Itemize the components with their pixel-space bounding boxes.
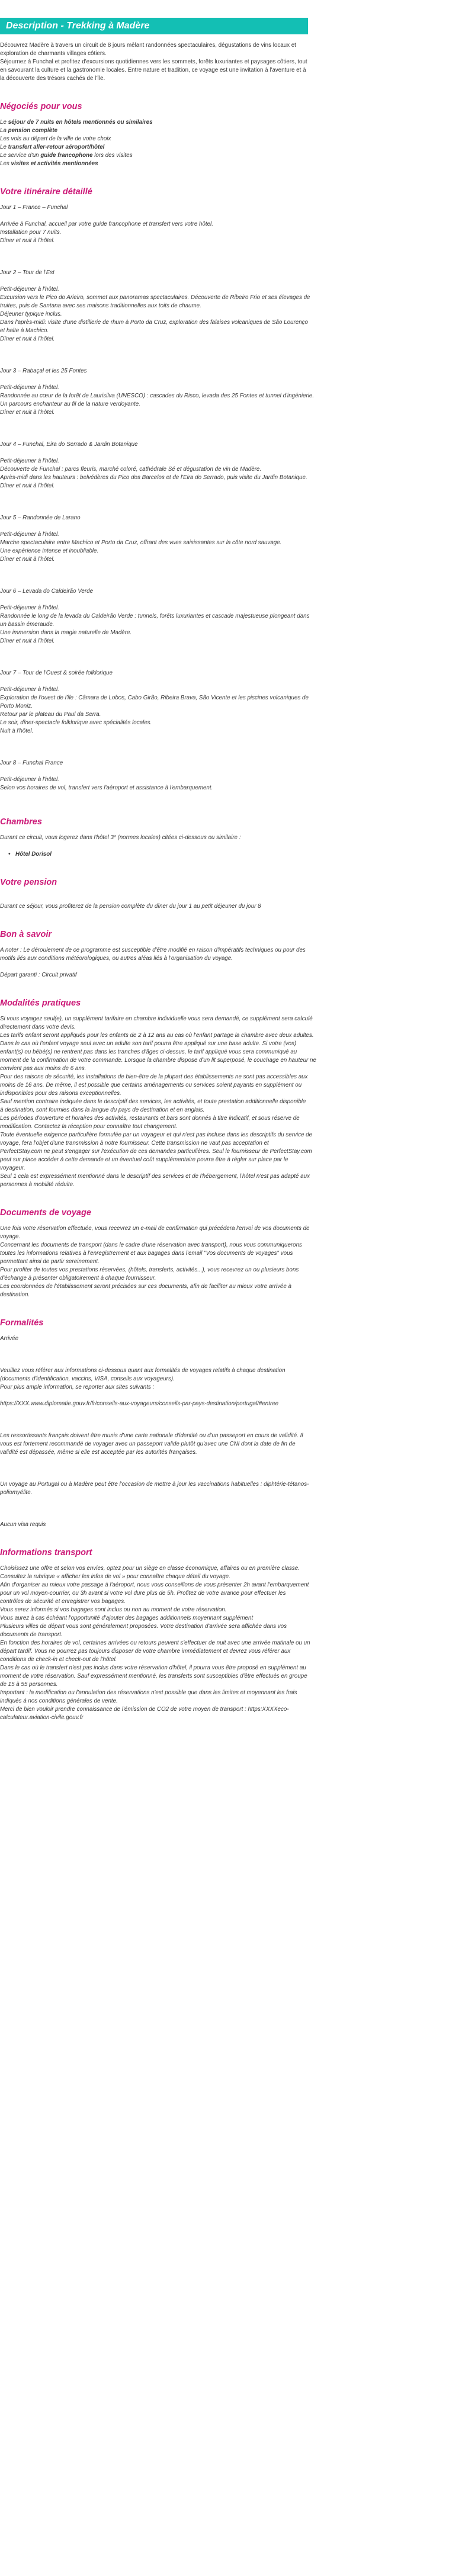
negocies-item [0, 143, 442, 152]
transport-line: calculateur.aviation-civile.gouv.fr [0, 1714, 84, 1721]
day-line: Dans l'après-midi: visite d'une distillerie de rhum à Porto da Cruz, exploration des falaises volcaniques de São Lourenço [0, 319, 308, 326]
content [0, 41, 449, 1722]
day-line: Porto Moniz. [0, 703, 33, 709]
modalites-line: Si vous voyagez seul(e), un supplément tarifaire en chambre individuelle vous sera demandé, ce supplément sera calculé [0, 1016, 313, 1022]
day-title: Jour 5 – Randonnée de Larano [0, 515, 81, 521]
itinerary-day [0, 759, 442, 792]
pension-text: Durant ce séjour, vous profiterez de la pension complète du dîner du jour 1 au petit déjeuner du jour 8 [0, 903, 261, 910]
day-body [0, 604, 442, 645]
chambres-intro: Durant ce circuit, vous logerez dans l'hôtel 3* (normes locales) citées ci-dessous ou similaire : [0, 834, 241, 841]
modalites-line: Dans le cas où l'enfant voyage seul avec un adulte son tarif pourra être appliqué sur une base adulte. Si votre (vos) [0, 1040, 297, 1047]
day-title: Jour 7 – Tour de l'Ouest & soirée folklorique [0, 670, 113, 676]
itinerary-day [0, 441, 442, 490]
intro-line: exploration de charmants villages côtiers. [0, 50, 107, 57]
modalites-line: Les tarifs enfant seront appliqués pour les enfants de 2 à 12 ans au cas où l'enfant partage la chambre avec deux adultes. [0, 1032, 314, 1039]
day-title: Jour 3 – Rabaçal et les 25 Fontes [0, 368, 87, 374]
modalites-text [0, 1015, 442, 1189]
transport-line: En fonction des horaires de vol, certaines arrivées ou retours peuvent s'effectuer de nuit avec une arrivée matinale ou un [0, 1640, 310, 1646]
documents-line: Pour profiter de toutes vos prestations réservées, (hôtels, transferts, activités...), vous recevrez un ou plusieurs bons [0, 1267, 299, 1273]
documents-line: Concernant les documents de transport (dans le cadre d'une réservation avec transport), nous vous communiquerons [0, 1242, 302, 1248]
day-line: Un parcours enchanteur au fil de la nature verdoyante. [0, 401, 140, 407]
transport-line: départ tardif. Vous ne pourrez pas toujours disposer de votre chambre immédiatement et devrez vous référer aux [0, 1648, 291, 1655]
day-body [0, 457, 442, 490]
itinerary-day [0, 587, 442, 645]
day-line: Dîner et nuit à l'hôtel. [0, 409, 55, 416]
day-title: Jour 2 – Tour de l'Est [0, 269, 54, 276]
modalites-line: moment de la confirmation de votre commande. Lorsque la chambre dispose d'un lit superposé, le couchage en hauteur ne [0, 1057, 316, 1064]
negocies-item [0, 135, 442, 143]
depart-garanti: Départ garanti : Circuit privatif [0, 972, 77, 978]
item-bold: séjour de 7 nuits en hôtels mentionnés ou similaires [8, 119, 153, 126]
negocies-item [0, 118, 442, 127]
transport-line: Afin d'organiser au mieux votre passage à l'aéroport, nous vous conseillons de vous présenter 2h avant l'embarquement [0, 1582, 309, 1588]
itinerary-day [0, 367, 442, 417]
formalites-visa: Aucun visa requis [0, 1521, 46, 1528]
modalites-line: convient pas aux moins de 6 ans. [0, 1065, 86, 1072]
intro-paragraph [0, 41, 442, 83]
modalites-line: Pour des raisons de sécurité, les installations de bien-être de la plupart des établissements ne sont pas accessibles aux [0, 1074, 308, 1080]
day-body [0, 384, 442, 417]
day-line: Randonnée le long de la levada du Caldeirão Verde : tunnels, forêts luxuriantes et cascade majestueuse plongeant dans [0, 613, 310, 619]
formalites-para2 [0, 1432, 442, 1457]
negocies-list [0, 118, 442, 168]
day-line: Dîner et nuit à l'hôtel. [0, 556, 55, 563]
section-heading-itineraire: Votre itinéraire détaillé [0, 187, 92, 197]
bon-text [0, 946, 442, 963]
day-title: Jour 4 – Funchal, Eira do Serrado & Jardin Botanique [0, 441, 138, 448]
documents-line: voyage. [0, 1234, 21, 1240]
day-line: Petit-déjeuner à l'hôtel. [0, 286, 59, 293]
documents-text [0, 1225, 442, 1299]
day-body [0, 531, 442, 564]
day-line: Découverte de Funchal : parcs fleuris, marché coloré, cathédrale Sé et dégustation de vin de Madère. [0, 466, 262, 473]
day-line: Dîner et nuit à l'hôtel. [0, 237, 55, 244]
transport-line: pour un vol moyen-courrier, ou 3h avant si votre vol dure plus de 5h. Profitez de votre avance pour effectuer les [0, 1590, 286, 1597]
modalites-line: voyage, fera l'objet d'une transmission à notre fournisseur. Cette transmission ne vaut pas acceptation et [0, 1140, 269, 1146]
section-heading-bon: Bon à savoir [0, 930, 52, 939]
section-heading-negocies: Négociés pour vous [0, 102, 82, 111]
modalites-line: personnes à mobilité réduite. [0, 1181, 75, 1188]
day-line: Le soir, dîner-spectacle folklorique avec spécialités locales. [0, 720, 152, 726]
day-line: Une immersion dans la magie naturelle de Madère. [0, 629, 132, 636]
day-line: Déjeuner typique inclus. [0, 311, 62, 317]
documents-line: destination. [0, 1292, 30, 1298]
documents-line: Les coordonnées de l'établissement seront précisées sur ces documents, afin de faciliter au mieux votre arrivée à [0, 1283, 291, 1290]
transport-line: indiqués à nos conditions générales de vente. [0, 1698, 118, 1704]
modalites-line: enfant(s) ou bébé(s) ne rentrent pas dans les tranches d'âges ci-dessus, le tarif appliqué vous sera communiqué au [0, 1049, 297, 1055]
item-bold: pension complète [8, 127, 57, 134]
day-title: Jour 6 – Levada do Caldeirão Verde [0, 588, 94, 595]
page-title: Description - Trekking à Madère [0, 18, 308, 34]
modalites-line: directement dans votre devis. [0, 1024, 76, 1030]
intro-line: la découverte des trésors cachés de l'île. [0, 75, 105, 82]
transport-line: Dans le cas où le transfert n'est pas inclus dans votre réservation d'hôtel, il pourra vous être proposé en supplément au [0, 1665, 306, 1671]
negocies-item [0, 152, 442, 160]
section-heading-formalites: Formalités [0, 1318, 44, 1328]
transport-line: Important : la modification ou l'annulation des réservations n'est possible que dans les limites et moyennant les frais [0, 1690, 297, 1696]
day-line: Petit-déjeuner à l'hôtel. [0, 605, 59, 611]
item-text: Les [0, 160, 11, 167]
modalites-line: voyageur. [0, 1165, 25, 1171]
item-text: Le [0, 119, 8, 126]
day-line: Dîner et nuit à l'hôtel. [0, 483, 55, 489]
day-line: Retour par le plateau du Paul da Serra. [0, 711, 101, 718]
day-line: Arrivée à Funchal, accueil par votre guide francophone et transfert vers votre hôtel. [0, 221, 213, 227]
modalites-line: indisponibles pour des raisons exceptionnelles. [0, 1090, 121, 1097]
day-line: Selon vos horaires de vol, transfert vers l'aéroport et assistance à l'embarquement. [0, 785, 213, 791]
hotel-list [9, 850, 442, 859]
transport-line: Merci de bien vouloir prendre connaissance de l'émission de CO2 de votre moyen de transport : https:XXXXeco- [0, 1706, 289, 1713]
section-heading-transport: Informations transport [0, 1548, 92, 1557]
day-body [0, 220, 442, 245]
formalites-line: Un voyage au Portugal ou à Madère peut être l'occasion de mettre à jour les vaccinations habituelles : diphtérie-tétanos- [0, 1481, 309, 1488]
day-line: Randonnée au cœur de la forêt de Laurisilva (UNESCO) : cascades du Risco, levada des 25 Fontes et tunnel d'ingénierie. [0, 393, 315, 399]
day-title: Jour 8 – Funchal France [0, 760, 63, 766]
formalites-arrivee: Arrivée [0, 1335, 19, 1342]
transport-line: conditions de check-in et check-out de l'hôtel. [0, 1656, 117, 1663]
day-line: et halte à Machico. [0, 327, 49, 334]
day-body [0, 285, 442, 343]
transport-line: Vous serez informés si vos bagages sont inclus ou non au moment de votre réservation. [0, 1607, 227, 1613]
formalites-para1 [0, 1367, 442, 1392]
documents-line: Une fois votre réservation effectuée, vous recevrez un e-mail de confirmation qui précédera l'envoi de vos documents de [0, 1225, 310, 1232]
formalites-line: vous est fortement recommandé de voyager avec un passeport valide plutôt qu'avec une CNI dont la date de fin de [0, 1441, 296, 1447]
formalites-line: (documents d'identification, vaccins, VISA, conseils aux voyageurs). [0, 1376, 175, 1382]
day-line: Petit-déjeuner à l'hôtel. [0, 686, 59, 693]
modalites-line: Les périodes d'ouverture et horaires des activités, restaurants et bars sont donnés à titre indicatif, et sous réserve de [0, 1115, 300, 1122]
item-text: La [0, 127, 8, 134]
intro-line: en savourant la culture et la gastronomie locales. Entre nature et tradition, ce voyage est une invitation à l'aventure et à [0, 67, 306, 73]
day-line: Après-midi dans les hauteurs : belvédères du Pico dos Barcelos et de l'Eira do Serrado, puis visite du Jardin Botanique. [0, 474, 307, 481]
day-line: Marche spectaculaire entre Machico et Porto da Cruz, offrant des vues saisissantes sur la côte nord sauvage. [0, 539, 282, 546]
negocies-item [0, 160, 442, 168]
item-text: lors des visites [92, 152, 133, 159]
modalites-line: PerfectStay.com ne peut s'engager sur l'exécution de ces demandes particulières. Seul le fournisseur de PerfectStay.com [0, 1148, 312, 1155]
item-text: Le [0, 144, 8, 150]
day-line: Petit-déjeuner à l'hôtel. [0, 384, 59, 391]
modalites-line: peut sur place accéder à cette demande et un éventuel coût supplémentaire pourra être à régler sur place par le [0, 1157, 288, 1163]
formalites-line: Pour plus ample information, se reporter aux sites suivants : [0, 1384, 155, 1390]
modalites-line: Sauf mention contraire indiquée dans le descriptif des services, les activités, et toute prestation additionnelle disponible [0, 1099, 306, 1105]
negocies-item [0, 127, 442, 135]
transport-text [0, 1565, 442, 1722]
day-line: Dîner et nuit à l'hôtel. [0, 336, 55, 342]
day-line: Une expérience intense et inoubliable. [0, 548, 99, 554]
item-text: Le service d'un [0, 152, 41, 159]
formalites-para3 [0, 1480, 442, 1497]
item-text: Les vols au départ de la ville de votre choix [0, 136, 111, 142]
item-bold: visites et activités mentionnées [11, 160, 98, 167]
formalites-line: validité est dépassée, même si elle est acceptée par les autorités françaises. [0, 1449, 197, 1456]
modalites-line: Seul 1 cela est expressément mentionné dans le descriptif des services et de l'hébergement, l'hôtel n'est pas adapté aux [0, 1173, 310, 1180]
bon-line: motifs liés aux conditions météorologiques, ou autres aléas liés à l'organisation du voyage. [0, 955, 233, 962]
transport-line: Choisissez une offre et selon vos envies, optez pour un siège en classe économique, affaires ou en première classe. [0, 1565, 300, 1572]
itinerary-days [0, 204, 442, 792]
item-bold: transfert aller-retour aéroport/hôtel [8, 144, 105, 150]
day-line: truites, puis de Santana avec ses maisons traditionnelles aux toits de chaume. [0, 303, 201, 309]
day-body [0, 686, 442, 735]
formalites-line: Veuillez vous référer aux informations ci-dessous quant aux formalités de voyages relatifs à chaque destination [0, 1367, 286, 1374]
transport-line: de 15 à 55 personnes. [0, 1681, 58, 1688]
transport-line: documents de transport. [0, 1631, 63, 1638]
formalites-line: Les ressortissants français doivent être munis d'une carte nationale d'identité ou d'un passeport en cours de validité. Il [0, 1432, 303, 1439]
day-line: Nuit à l'hôtel. [0, 728, 34, 734]
modalites-line: à destination, sont fournies dans la langue du pays de destination et en anglais. [0, 1107, 205, 1113]
transport-line: contrôles de sécurité et enregistrer vos bagages. [0, 1598, 126, 1605]
itinerary-day [0, 204, 442, 245]
intro-line: Séjournez à Funchal et profitez d'excursions quotidiennes vers les sommets, forêts luxuriantes et paysages côtiers, tout [0, 59, 307, 65]
day-line: Petit-déjeuner à l'hôtel. [0, 458, 59, 464]
documents-line: d'échange à présenter obligatoirement à chaque fournisseur. [0, 1275, 156, 1281]
transport-line: Plusieurs villes de départ vous sont généralement proposées. Votre destination d'arrivée sera affichée dans vos [0, 1623, 287, 1630]
section-heading-modalites: Modalités pratiques [0, 998, 81, 1008]
formalites-line: poliomyélite. [0, 1489, 33, 1496]
transport-line: Vous aurez à cas échéant l'opportunité d'ajouter des bagages additionnels moyennant supplément [0, 1615, 254, 1621]
itinerary-day [0, 269, 442, 343]
day-line: Petit-déjeuner à l'hôtel. [0, 776, 59, 783]
day-line: Petit-déjeuner à l'hôtel. [0, 531, 59, 538]
day-line: Exploration de l'ouest de l'île : Câmara de Lobos, Cabo Girão, Ribeira Brava, São Vicente et les piscines volcaniques de [0, 695, 309, 701]
transport-line: moment de votre réservation. Sauf expressément mentionné, les transferts sont susceptibles d'être effectués en groupe [0, 1673, 307, 1679]
day-line: Excursion vers le Pico do Arieiro, sommet aux panoramas spectaculaires. Découverte de Ribeiro Frio et ses élevages de [0, 294, 310, 301]
section-heading-pension: Votre pension [0, 878, 57, 887]
bon-line: A noter : Le déroulement de ce programme est susceptible d'être modifié en raison d'impératifs techniques ou pour des [0, 947, 306, 953]
day-line: Installation pour 7 nuits. [0, 229, 62, 236]
item-bold: guide francophone [40, 152, 93, 159]
transport-line: Consultez la rubrique « afficher les infos de vol » pour connaître chaque détail du voyage. [0, 1573, 230, 1580]
itinerary-day [0, 669, 442, 735]
day-body [0, 776, 442, 792]
intro-line: Découvrez Madère à travers un circuit de 8 jours mêlant randonnées spectaculaires, dégustations de vins locaux et [0, 42, 296, 49]
section-heading-chambres: Chambres [0, 817, 42, 827]
formalites-url: https://XXX.www.diplomatie.gouv.fr/fr/conseils-aux-voyageurs/conseils-par-pays-destination/portugal/#entree [0, 1401, 279, 1407]
modalites-line: Toute éventuelle exigence particulière formulée par un voyageur et qui n'est pas incluse dans les descriptifs du service de [0, 1132, 313, 1138]
modalites-line: modification. Contactez la réception pour connaître tout changement. [0, 1123, 178, 1130]
itinerary-day [0, 514, 442, 564]
modalites-line: moins de 16 ans. De même, il est possible que certains aménagements ou services soient payants en supplément ou [0, 1082, 302, 1088]
day-title: Jour 1 – France – Funchal [0, 204, 68, 211]
hotel-item: • Hôtel Dorisol [9, 850, 442, 859]
documents-line: toutes les informations relatives à l'enregistrement et aux bagages dans l'email "Vos documents de voyages" vous [0, 1250, 293, 1257]
day-line: un bassin émeraude. [0, 621, 54, 628]
day-line: Dîner et nuit à l'hôtel. [0, 638, 55, 644]
section-heading-documents: Documents de voyage [0, 1208, 91, 1218]
documents-line: permettant ainsi de partir sereinement. [0, 1258, 100, 1265]
